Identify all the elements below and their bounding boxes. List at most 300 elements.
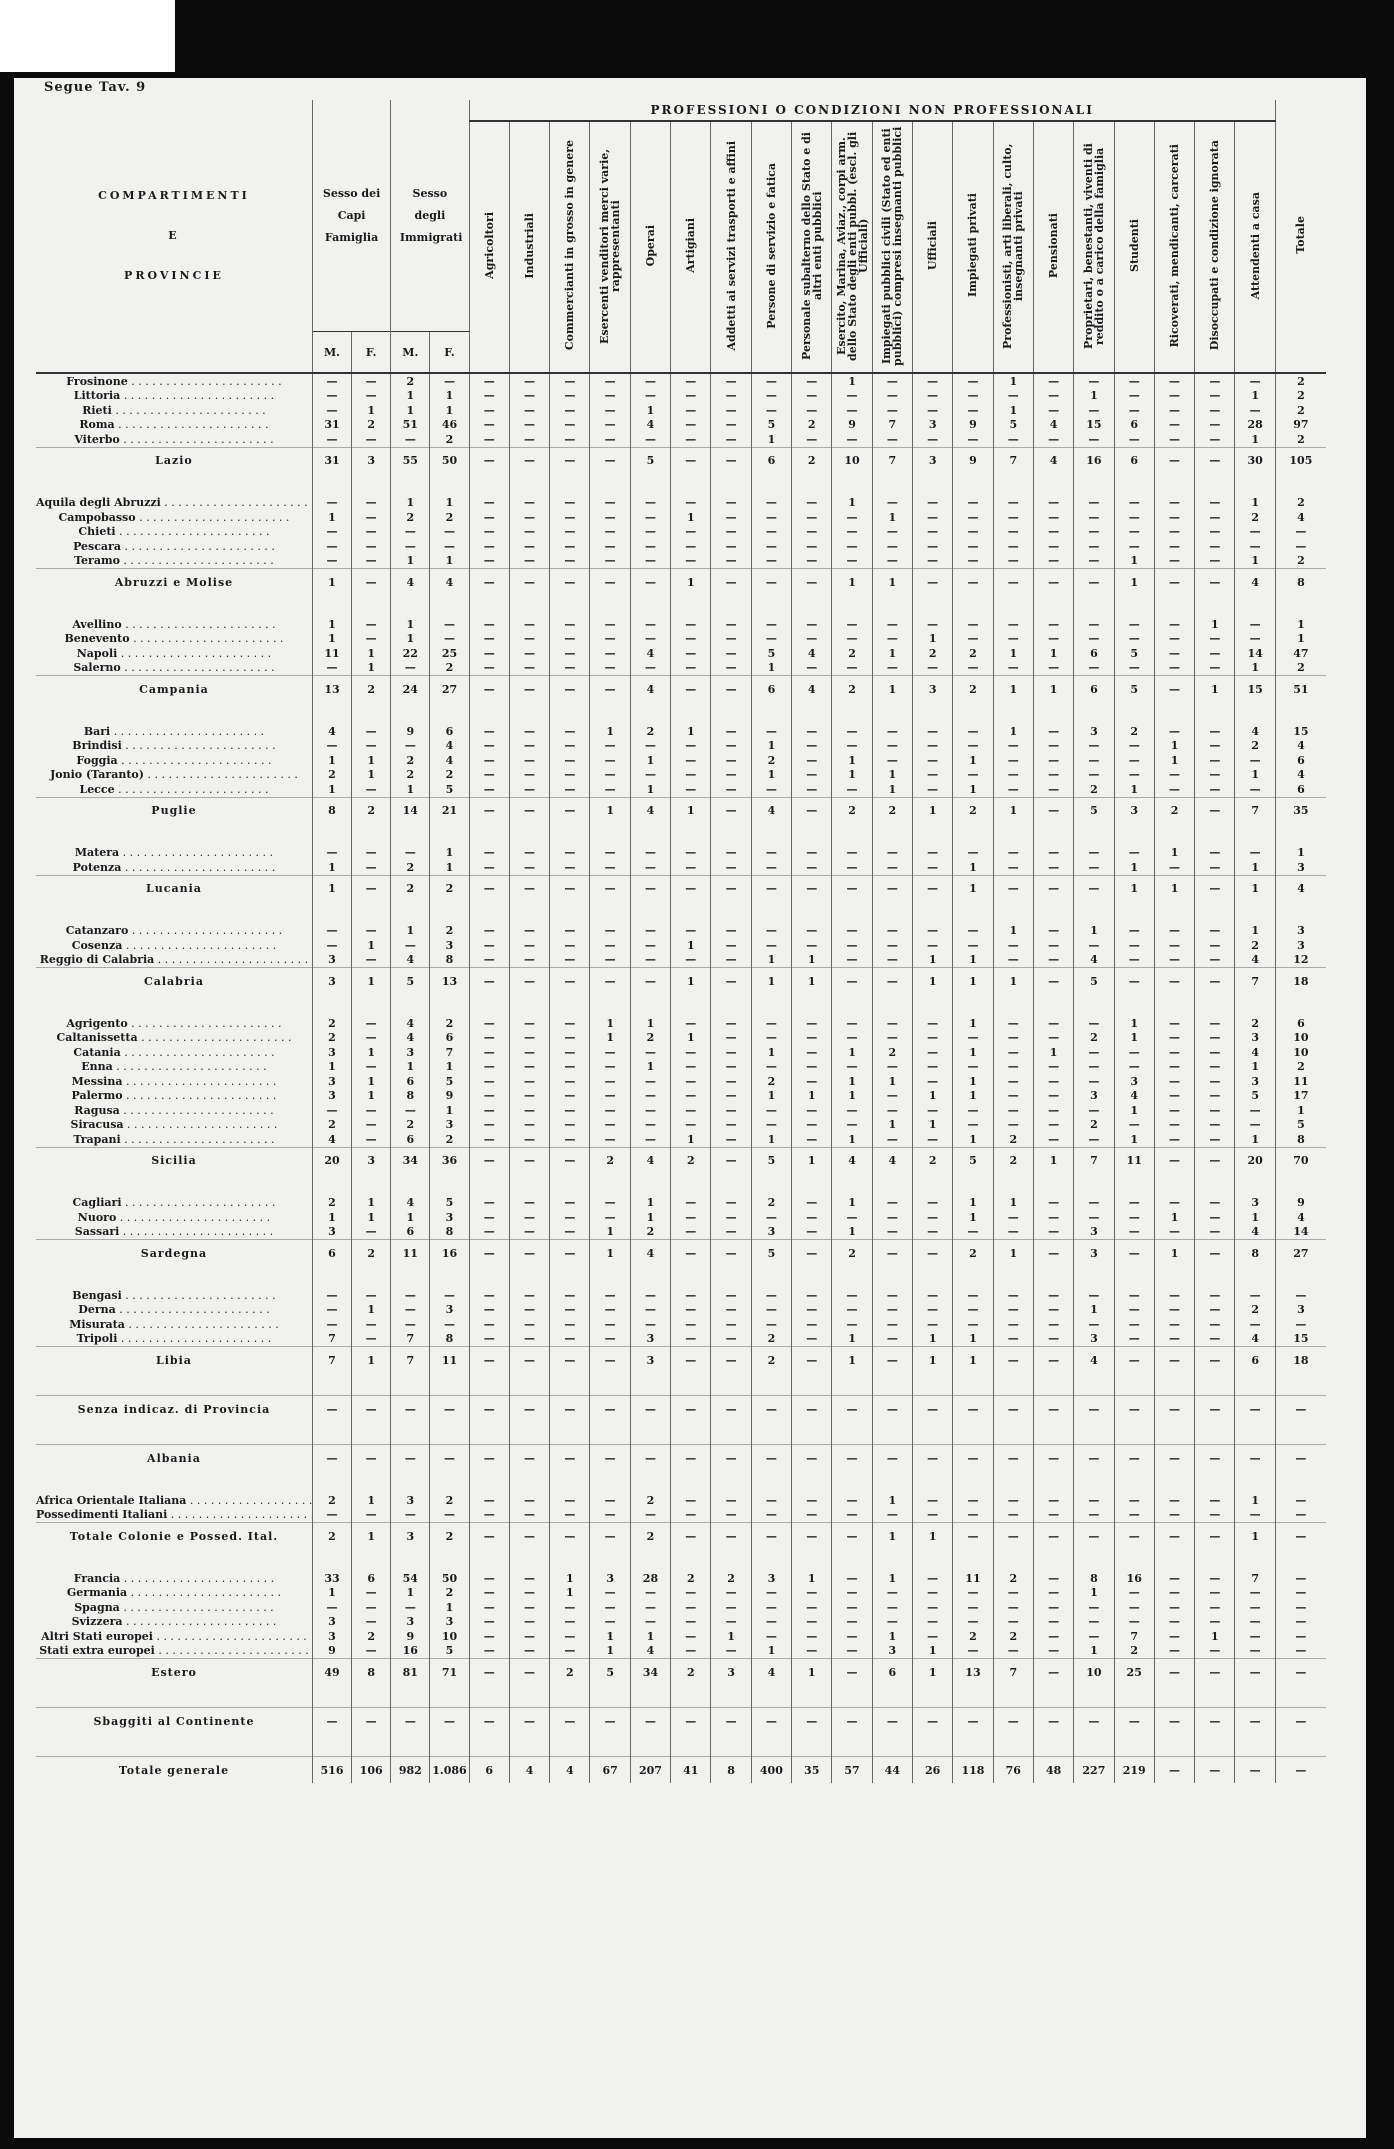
value-cell: — [832, 1615, 872, 1630]
value-cell: — [832, 1600, 872, 1615]
province-name: Potenza . . . [36, 860, 312, 875]
value-cell: — [872, 739, 912, 754]
province-name: Ragusa . . . [36, 1103, 312, 1118]
empty-cell [993, 1373, 1033, 1396]
value-cell: — [1114, 1303, 1154, 1318]
value-cell: — [1154, 1288, 1194, 1303]
value-cell: 70 [1275, 1147, 1326, 1174]
value-cell: 8 [430, 1225, 469, 1240]
value-cell: 2 [993, 1147, 1033, 1174]
value-cell: — [1195, 569, 1235, 596]
continuation-label: Segue Tav. 9 [44, 80, 147, 95]
value-cell: — [1074, 373, 1114, 389]
value-cell: — [872, 1060, 912, 1075]
value-cell: 1 [671, 1132, 711, 1147]
value-cell: 1 [671, 569, 711, 596]
province-row [36, 846, 1326, 861]
value-cell: 2 [993, 1132, 1033, 1147]
value-cell: — [630, 432, 670, 447]
value-cell: — [993, 739, 1033, 754]
value-cell: — [1195, 924, 1235, 939]
value-cell: 5 [1114, 676, 1154, 703]
value-cell: — [792, 753, 832, 768]
value-cell: — [671, 1118, 711, 1133]
empty-cell [36, 1549, 312, 1571]
value-cell: 1 [993, 1240, 1033, 1267]
value-cell: 8 [1074, 1571, 1114, 1586]
value-cell: — [912, 1132, 952, 1147]
value-cell: — [469, 1132, 509, 1147]
value-cell: 1 [832, 1347, 872, 1374]
empty-cell [711, 1373, 751, 1396]
empty-cell [469, 595, 509, 617]
value-cell: — [711, 373, 751, 389]
empty-cell [872, 1685, 912, 1708]
value-cell: — [550, 1288, 590, 1303]
value-cell: — [912, 938, 952, 953]
value-cell: — [630, 525, 670, 540]
empty-cell [671, 474, 711, 496]
empty-cell [953, 1549, 993, 1571]
province-row [36, 632, 1326, 647]
value-cell: 1 [832, 1225, 872, 1240]
value-cell: — [671, 1396, 711, 1423]
value-cell: — [751, 389, 791, 404]
value-cell: — [912, 554, 952, 569]
value-cell: — [1154, 782, 1194, 797]
value-cell: — [509, 1045, 549, 1060]
value-cell: — [1195, 1644, 1235, 1659]
value-cell: 10 [1275, 1045, 1326, 1060]
value-cell: 2 [590, 1147, 630, 1174]
value-cell: 8 [430, 953, 469, 968]
value-cell: — [832, 1493, 872, 1508]
value-cell: — [312, 924, 351, 939]
value-cell: — [509, 724, 549, 739]
empty-cell [1195, 1471, 1235, 1493]
value-cell: 1 [671, 510, 711, 525]
value-cell: — [352, 1615, 391, 1630]
value-cell: 3 [430, 1615, 469, 1630]
value-cell: — [469, 968, 509, 995]
value-cell: 4 [1235, 1332, 1275, 1347]
value-cell: — [469, 797, 509, 824]
value-cell: — [509, 860, 549, 875]
value-cell: — [469, 724, 509, 739]
value-cell: — [630, 860, 670, 875]
empty-cell [1154, 1373, 1194, 1396]
value-cell: — [1033, 1644, 1073, 1659]
empty-cell [872, 1373, 912, 1396]
value-cell: — [550, 432, 590, 447]
value-cell: — [751, 846, 791, 861]
value-cell: — [509, 739, 549, 754]
empty-cell [630, 1422, 670, 1445]
value-cell: — [1154, 1347, 1194, 1374]
value-cell: — [509, 1493, 549, 1508]
value-cell: — [832, 968, 872, 995]
value-cell: — [352, 617, 391, 632]
value-cell: 6 [1074, 646, 1114, 661]
profession-column-heading: Professionisti, arti liberali, culto, insegnanti privati [993, 121, 1033, 373]
heading-e: E [168, 229, 180, 242]
value-cell: 1 [1033, 1045, 1073, 1060]
value-cell: 1 [630, 1629, 670, 1644]
value-cell: — [1074, 525, 1114, 540]
value-cell: 2 [1275, 403, 1326, 418]
province-name: Possedimenti Italiani . . . [36, 1508, 312, 1523]
value-cell: 1 [590, 1240, 630, 1267]
value-cell: 1 [993, 724, 1033, 739]
value-cell: — [1114, 1708, 1154, 1735]
value-cell: — [1195, 1016, 1235, 1031]
value-cell: 4 [872, 1147, 912, 1174]
value-cell: — [391, 661, 430, 676]
province-name: Foggia . . . [36, 753, 312, 768]
value-cell: — [792, 632, 832, 647]
value-cell: — [469, 525, 509, 540]
value-cell: — [751, 1493, 791, 1508]
value-cell: — [1033, 1031, 1073, 1046]
province-name: Brindisi . . . [36, 739, 312, 754]
value-cell: 1 [1235, 432, 1275, 447]
value-cell: — [550, 525, 590, 540]
empty-cell [953, 824, 993, 846]
value-cell: — [550, 1644, 590, 1659]
value-cell: — [590, 753, 630, 768]
empty-cell [509, 1422, 549, 1445]
value-cell: — [711, 1089, 751, 1104]
value-cell: — [751, 496, 791, 511]
value-cell: — [912, 510, 952, 525]
value-cell: — [550, 1445, 590, 1472]
province-row [36, 554, 1326, 569]
value-cell: — [590, 617, 630, 632]
province-row [36, 373, 1326, 389]
value-cell: — [509, 1132, 549, 1147]
value-cell: 1 [912, 1347, 952, 1374]
value-cell: — [590, 539, 630, 554]
value-cell: — [550, 1396, 590, 1423]
value-cell: — [1074, 632, 1114, 647]
value-cell: 1 [993, 797, 1033, 824]
value-cell: — [352, 539, 391, 554]
province-row [36, 1196, 1326, 1211]
value-cell: — [792, 1708, 832, 1735]
value-cell: 1 [630, 782, 670, 797]
empty-cell [352, 994, 391, 1016]
value-cell: — [391, 739, 430, 754]
value-cell: — [469, 632, 509, 647]
value-cell: — [1195, 724, 1235, 739]
value-cell: — [430, 1508, 469, 1523]
empty-cell [36, 1174, 312, 1196]
value-cell: — [590, 418, 630, 433]
value-cell: 1 [953, 1132, 993, 1147]
value-cell: — [993, 953, 1033, 968]
value-cell: 1 [630, 1196, 670, 1211]
value-cell: 6 [1114, 447, 1154, 474]
value-cell: — [590, 632, 630, 647]
value-cell: — [1195, 1288, 1235, 1303]
value-cell: 5 [430, 782, 469, 797]
value-cell: — [1033, 1317, 1073, 1332]
value-cell: 4 [792, 646, 832, 661]
value-cell: — [590, 1103, 630, 1118]
value-cell: 2 [430, 924, 469, 939]
value-cell: — [953, 724, 993, 739]
value-cell: — [953, 432, 993, 447]
province-name: Svizzera . . . [36, 1615, 312, 1630]
value-cell: 1 [312, 632, 351, 647]
value-cell: — [352, 1586, 391, 1601]
value-cell: — [550, 739, 590, 754]
empty-cell [352, 1471, 391, 1493]
value-cell: 3 [590, 1571, 630, 1586]
province-row [36, 646, 1326, 661]
empty-cell [430, 902, 469, 924]
value-cell: — [630, 389, 670, 404]
value-cell: — [832, 632, 872, 647]
value-cell: — [1114, 432, 1154, 447]
value-cell: — [550, 1060, 590, 1075]
province-row [36, 938, 1326, 953]
value-cell: 4 [1275, 768, 1326, 783]
value-cell: — [1114, 1332, 1154, 1347]
spacer-row [36, 1373, 1326, 1396]
value-cell: 2 [630, 1523, 670, 1550]
value-cell: — [550, 1031, 590, 1046]
empty-cell [953, 902, 993, 924]
value-cell: 1 [590, 1225, 630, 1240]
value-cell: — [1074, 617, 1114, 632]
empty-cell [993, 1174, 1033, 1196]
value-cell: 1 [953, 1045, 993, 1060]
value-cell: — [1275, 1757, 1326, 1784]
value-cell: 28 [630, 1571, 670, 1586]
empty-cell [912, 595, 952, 617]
value-cell: 1 [391, 617, 430, 632]
empty-cell [832, 595, 872, 617]
value-cell: — [1033, 724, 1073, 739]
province-row [36, 768, 1326, 783]
value-cell: — [792, 1644, 832, 1659]
value-cell: — [352, 525, 391, 540]
empty-cell [550, 1266, 590, 1288]
empty-cell [1195, 994, 1235, 1016]
value-cell: — [832, 1303, 872, 1318]
value-cell: 3 [751, 1225, 791, 1240]
value-cell: — [953, 539, 993, 554]
value-cell: 4 [630, 1147, 670, 1174]
empty-cell [1154, 702, 1194, 724]
value-cell: — [1033, 1118, 1073, 1133]
value-cell: 6 [1235, 1347, 1275, 1374]
value-cell: 1 [671, 724, 711, 739]
value-cell: 47 [1275, 646, 1326, 661]
value-cell: 1 [872, 1118, 912, 1133]
value-cell: 25 [430, 646, 469, 661]
value-cell: 5 [993, 418, 1033, 433]
value-cell: — [711, 1600, 751, 1615]
empty-cell [872, 1734, 912, 1757]
value-cell: — [1114, 768, 1154, 783]
province-name: Germania . . . [36, 1586, 312, 1601]
value-cell: — [711, 403, 751, 418]
value-cell: 1.086 [430, 1757, 469, 1784]
empty-cell [352, 1422, 391, 1445]
value-cell: 3 [312, 1089, 351, 1104]
value-cell: 2 [711, 1571, 751, 1586]
value-cell: 2 [630, 724, 670, 739]
value-cell: — [912, 1629, 952, 1644]
value-cell: — [1074, 1288, 1114, 1303]
profession-column-heading: Esercito, Marina, Aviaz., corpi arm. dello Stato degli enti pubbl. (escl. gli Ufficiali) [832, 121, 872, 373]
value-cell: — [312, 1508, 351, 1523]
value-cell: — [832, 1118, 872, 1133]
value-cell: — [872, 389, 912, 404]
value-cell: — [832, 1396, 872, 1423]
province-row [36, 418, 1326, 433]
value-cell: — [671, 1225, 711, 1240]
province-row [36, 724, 1326, 739]
value-cell: — [312, 432, 351, 447]
value-cell: — [1235, 1508, 1275, 1523]
value-cell: — [630, 1508, 670, 1523]
value-cell: 1 [1235, 661, 1275, 676]
province-name: Aquila degli Abruzzi . . . [36, 496, 312, 511]
value-cell: — [1114, 846, 1154, 861]
value-cell: 18 [1275, 968, 1326, 995]
value-cell: — [550, 569, 590, 596]
value-cell: — [792, 554, 832, 569]
value-cell: — [509, 1147, 549, 1174]
value-cell: — [751, 1016, 791, 1031]
empty-cell [352, 595, 391, 617]
empty-cell [391, 1266, 430, 1288]
empty-cell [792, 1685, 832, 1708]
value-cell: 11 [312, 646, 351, 661]
value-cell: 7 [430, 1045, 469, 1060]
empty-cell [1033, 994, 1073, 1016]
value-cell: — [469, 447, 509, 474]
empty-cell [312, 1685, 351, 1708]
value-cell: 207 [630, 1757, 670, 1784]
empty-cell [1195, 1685, 1235, 1708]
value-cell: — [1033, 1659, 1073, 1686]
value-cell: 2 [832, 646, 872, 661]
value-cell: — [1235, 846, 1275, 861]
value-cell: — [1033, 938, 1073, 953]
value-cell: — [469, 753, 509, 768]
empty-cell [671, 1734, 711, 1757]
value-cell: — [630, 632, 670, 647]
empty-cell [872, 824, 912, 846]
empty-cell [1195, 1266, 1235, 1288]
value-cell: — [469, 1659, 509, 1686]
value-cell: — [751, 1600, 791, 1615]
value-cell: — [630, 554, 670, 569]
value-cell: 3 [1235, 1074, 1275, 1089]
value-cell: — [671, 924, 711, 939]
value-cell: 4 [1235, 569, 1275, 596]
value-cell: 5 [1074, 968, 1114, 995]
value-cell: 4 [312, 724, 351, 739]
value-cell: 1 [430, 1060, 469, 1075]
value-cell: — [1235, 525, 1275, 540]
value-cell: 46 [430, 418, 469, 433]
value-cell: — [832, 739, 872, 754]
region-name: Totale generale [36, 1757, 312, 1784]
value-cell: — [792, 924, 832, 939]
value-cell: — [1154, 1045, 1194, 1060]
value-cell: 6 [352, 1571, 391, 1586]
value-cell: 1 [312, 875, 351, 902]
value-cell: — [792, 938, 832, 953]
value-cell: — [1114, 539, 1154, 554]
province-name: Misurata . . . [36, 1317, 312, 1332]
value-cell: — [312, 539, 351, 554]
value-cell: — [1154, 1317, 1194, 1332]
value-cell: — [1033, 1103, 1073, 1118]
value-cell: 1 [1154, 1240, 1194, 1267]
value-cell: — [1154, 1659, 1194, 1686]
value-cell: — [953, 403, 993, 418]
value-cell: — [1195, 739, 1235, 754]
value-cell: — [1033, 1089, 1073, 1104]
profession-column-heading: Artigiani [671, 121, 711, 373]
value-cell: — [550, 782, 590, 797]
value-cell: — [1195, 539, 1235, 554]
value-cell: — [671, 1508, 711, 1523]
spacer-row [36, 1174, 1326, 1196]
region-total-row [36, 1659, 1326, 1686]
value-cell: — [912, 1225, 952, 1240]
value-cell: — [590, 875, 630, 902]
province-row [36, 1225, 1326, 1240]
value-cell: — [550, 632, 590, 647]
value-cell: 2 [391, 768, 430, 783]
empty-cell [953, 1174, 993, 1196]
value-cell: — [711, 1708, 751, 1735]
empty-cell [832, 1174, 872, 1196]
value-cell: — [1235, 1288, 1275, 1303]
value-cell: — [751, 860, 791, 875]
value-cell: — [469, 1118, 509, 1133]
empty-cell [993, 1549, 1033, 1571]
value-cell: — [872, 1210, 912, 1225]
value-cell: — [509, 403, 549, 418]
value-cell: 1 [912, 1523, 952, 1550]
value-cell: — [993, 938, 1033, 953]
value-cell: — [590, 1332, 630, 1347]
value-cell: — [711, 496, 751, 511]
region-total-row [36, 1523, 1326, 1550]
province-row [36, 1031, 1326, 1046]
empty-cell [792, 474, 832, 496]
value-cell: — [671, 1523, 711, 1550]
value-cell: 7 [391, 1332, 430, 1347]
value-cell: — [550, 617, 590, 632]
value-cell: — [751, 1396, 791, 1423]
value-cell: 16 [430, 1240, 469, 1267]
value-cell: — [993, 1615, 1033, 1630]
value-cell: — [912, 389, 952, 404]
value-cell: — [469, 1196, 509, 1211]
value-cell: — [1033, 1060, 1073, 1075]
region-total-row [36, 1445, 1326, 1472]
value-cell: — [872, 403, 912, 418]
